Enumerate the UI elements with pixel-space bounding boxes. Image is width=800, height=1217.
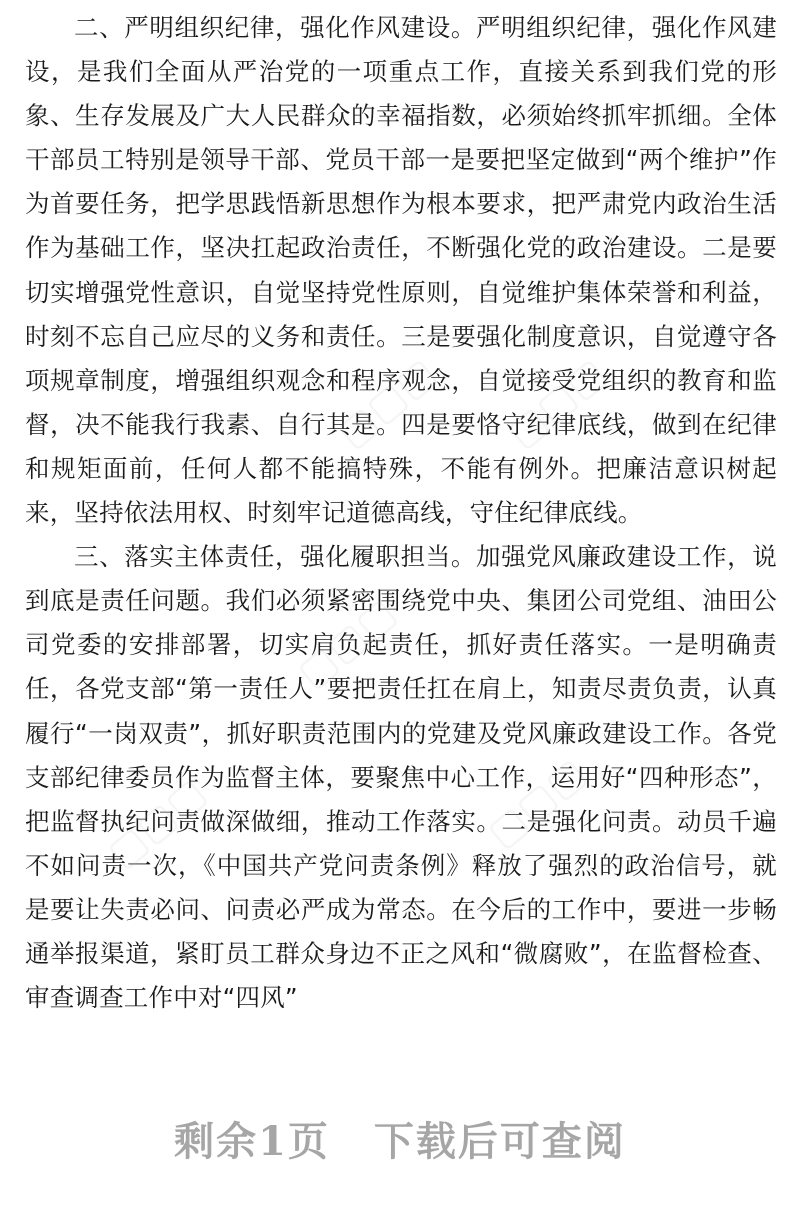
watermark-mark: ▢▢▢ [478,748,595,858]
document-body [25,6,777,1020]
download-hint-label: 下载后可查阅 [373,1118,626,1165]
watermark-mark: ▢▢▢ [288,588,405,698]
paragraph-responsibility: 三、落实主体责任，强化履职担当。加强党风廉政建设工作，说到底是责任问题。我们必须紧密围绕党中央、集团公司党组、油田公司党委的安排部署，切实肩负起责任，抓好责任落实。一是明确责任，各党支部“第一责任人”要把责任扛在肩上，知责尽责负责，认真履行“一岗双责”，抓好职责范围内的党建及党风廉政建设工作。各党支部纪律委员作为监督主体，要聚焦中心工作，运用好“四种形态”，把监督执纪问责做深做细，推动工作落实。二是强化问责。动员千遍不如问责一次，《中国共产党问责条例》释放了强烈的政治信号，就是要让失责必问、问责必严成为常态。在今后的工作中，要进一步畅通举报渠道，紧盯员工群众身边不正之风和“微腐败”，在监督检查、审查调查工作中对“四风” [25,542,777,1013]
paragraph-discipline: 二、严明组织纪律，强化作风建设。严明组织纪律，强化作风建设，是我们全面从严治党的一项重点工作，直接关系到我们党的形象、生存发展及广大人民群众的幸福指数，必须始终抓牢抓细。全体干部员工特别是领导干部、党员干部一是要把坚定做到“两个维护”作为首要任务，把学思践悟新思想作为根本要求，把严肃党内政治生活作为基础工作，坚决扛起政治责任，不断强化党的政治建设。二是要切实增强党性意识，自觉坚持党性原则，自觉维护集体荣誉和利益，时刻不忘自己应尽的义务和责任。三是要强化制度意识，自觉遵守各项规章制度，增强组织观念和程序观念，自觉接受党组织的教育和监督，决不能我行我素、自行其是。四是要恪守纪律底线，做到在纪律和规矩面前，任何人都不能搞特殊，不能有例外。把廉洁意识树起来，坚持依法用权、时刻牢记道德高线，守住纪律底线。 [25,13,777,528]
remaining-pages-label: 剩余1页 [174,1118,330,1165]
watermark-mark: ▢▢▢ [98,768,215,878]
watermark-mark: ▢▢▢ [328,348,445,458]
download-banner[interactable] [0,1110,800,1167]
watermark-mark: ▢▢▢ [498,348,615,458]
